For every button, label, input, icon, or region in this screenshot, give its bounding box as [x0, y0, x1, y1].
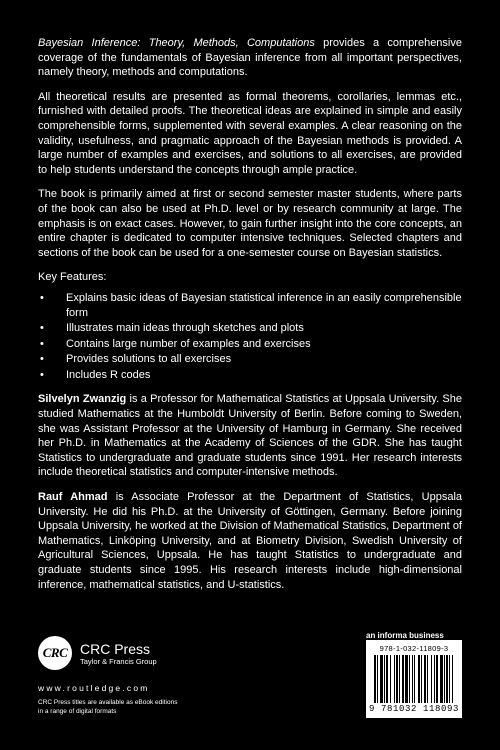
- list-item: • Includes R codes: [38, 368, 462, 383]
- intro-text: provides a comprehensive coverage of the fundamentals of Bayesian inference from all important perspectives, namely theory, methods and computations.: [38, 37, 462, 79]
- back-cover-text: [38, 36, 462, 602]
- author-bio-2: [38, 490, 462, 592]
- publisher-name: CRC Press: [80, 640, 151, 657]
- intro-paragraph: [38, 36, 462, 80]
- publisher-website[interactable]: www.routledge.com: [38, 683, 150, 693]
- book-title: Bayesian Inference: Theory, Methods, Computations: [38, 37, 315, 49]
- publisher-group: Taylor & Francis Group: [80, 656, 157, 666]
- key-features-list: [38, 291, 462, 383]
- key-features-heading: Key Features:: [38, 271, 107, 284]
- author-name: Silvelyn Zwanzig: [38, 393, 127, 406]
- informa-tagline: an informa business: [366, 631, 444, 640]
- author-bio-text: is a Professor for Mathematical Statistics at Uppsala University. She studied Mathematics at the Humboldt University of Berlin. Before coming to Sweden, she was Assistant Professor at the University of Hamburg in Germany. She received her Ph.D. in Mathematics at the Academy of Sciences of the GDR. She has taught Statistics to undergraduate and graduate students since 1991. Her research interests include theoretical statistics and computer-intensive methods.: [38, 393, 462, 479]
- ebook-note: CRC Press titles are available as eBook editions in a range of digital formats: [38, 699, 178, 715]
- list-item: • Explains basic ideas of Bayesian statistical inference in an easily comprehensible form: [38, 291, 462, 320]
- crc-logo-icon: CRC: [38, 636, 72, 670]
- author-bio-1: [38, 392, 462, 480]
- list-item: • Contains large number of examples and exercises: [38, 337, 462, 352]
- ean-number: 9 781032 118093: [368, 704, 459, 714]
- description-paragraph-2: The book is primarily aimed at first or second semester master students, where parts of the book can also be used at Ph.D. level or by research community at large. The emphasis is on exact cases. However, to gain further insight into the core concepts, an entire chapter is dedicated to computer intensive techniques. Selected chapters and sections of the book can be used for a one-semester course on Bayesian statistics.: [38, 188, 462, 259]
- author-bio-text: is Associate Professor at the Department of Statistics, Uppsala University. He did his Ph.D. at the University of Göttingen, Germany. Before joining Uppsala University, he worked at the Division of Mathematical Statistics, Department of Mathematics, Linköping University, and at Biometry Division, Swedish University of Agricultural Sciences, Uppsala. He has taught Statistics to undergraduate and graduate students since 1995. His research interests include high-dimensional inference, mathematical statistics, and U-statistics.: [38, 491, 463, 591]
- isbn-number: 978-1-032-11809-3: [379, 644, 449, 653]
- author-name: Rauf Ahmad: [38, 491, 108, 504]
- isbn-barcode: [366, 640, 462, 718]
- list-item: • Illustrates main ideas through sketches and plots: [38, 321, 462, 336]
- crc-press-logo: [38, 636, 258, 670]
- publisher-block: [38, 636, 258, 716]
- description-paragraph-1: All theoretical results are presented as formal theorems, corollaries, lemmas etc., furnished with detailed proofs. The theoretical ideas are explained in simple and easily comprehensible forms, supplemented with several examples. A clear reasoning on the validity, usefulness, and pragmatic approach of the Bayesian methods is provided. A large number of examples and exercises, and solutions to all exercises, are provided to help students understand the concepts through ample practice.: [38, 90, 462, 176]
- barcode-bars-icon: [374, 655, 454, 703]
- list-item: • Provides solutions to all exercises: [38, 352, 462, 367]
